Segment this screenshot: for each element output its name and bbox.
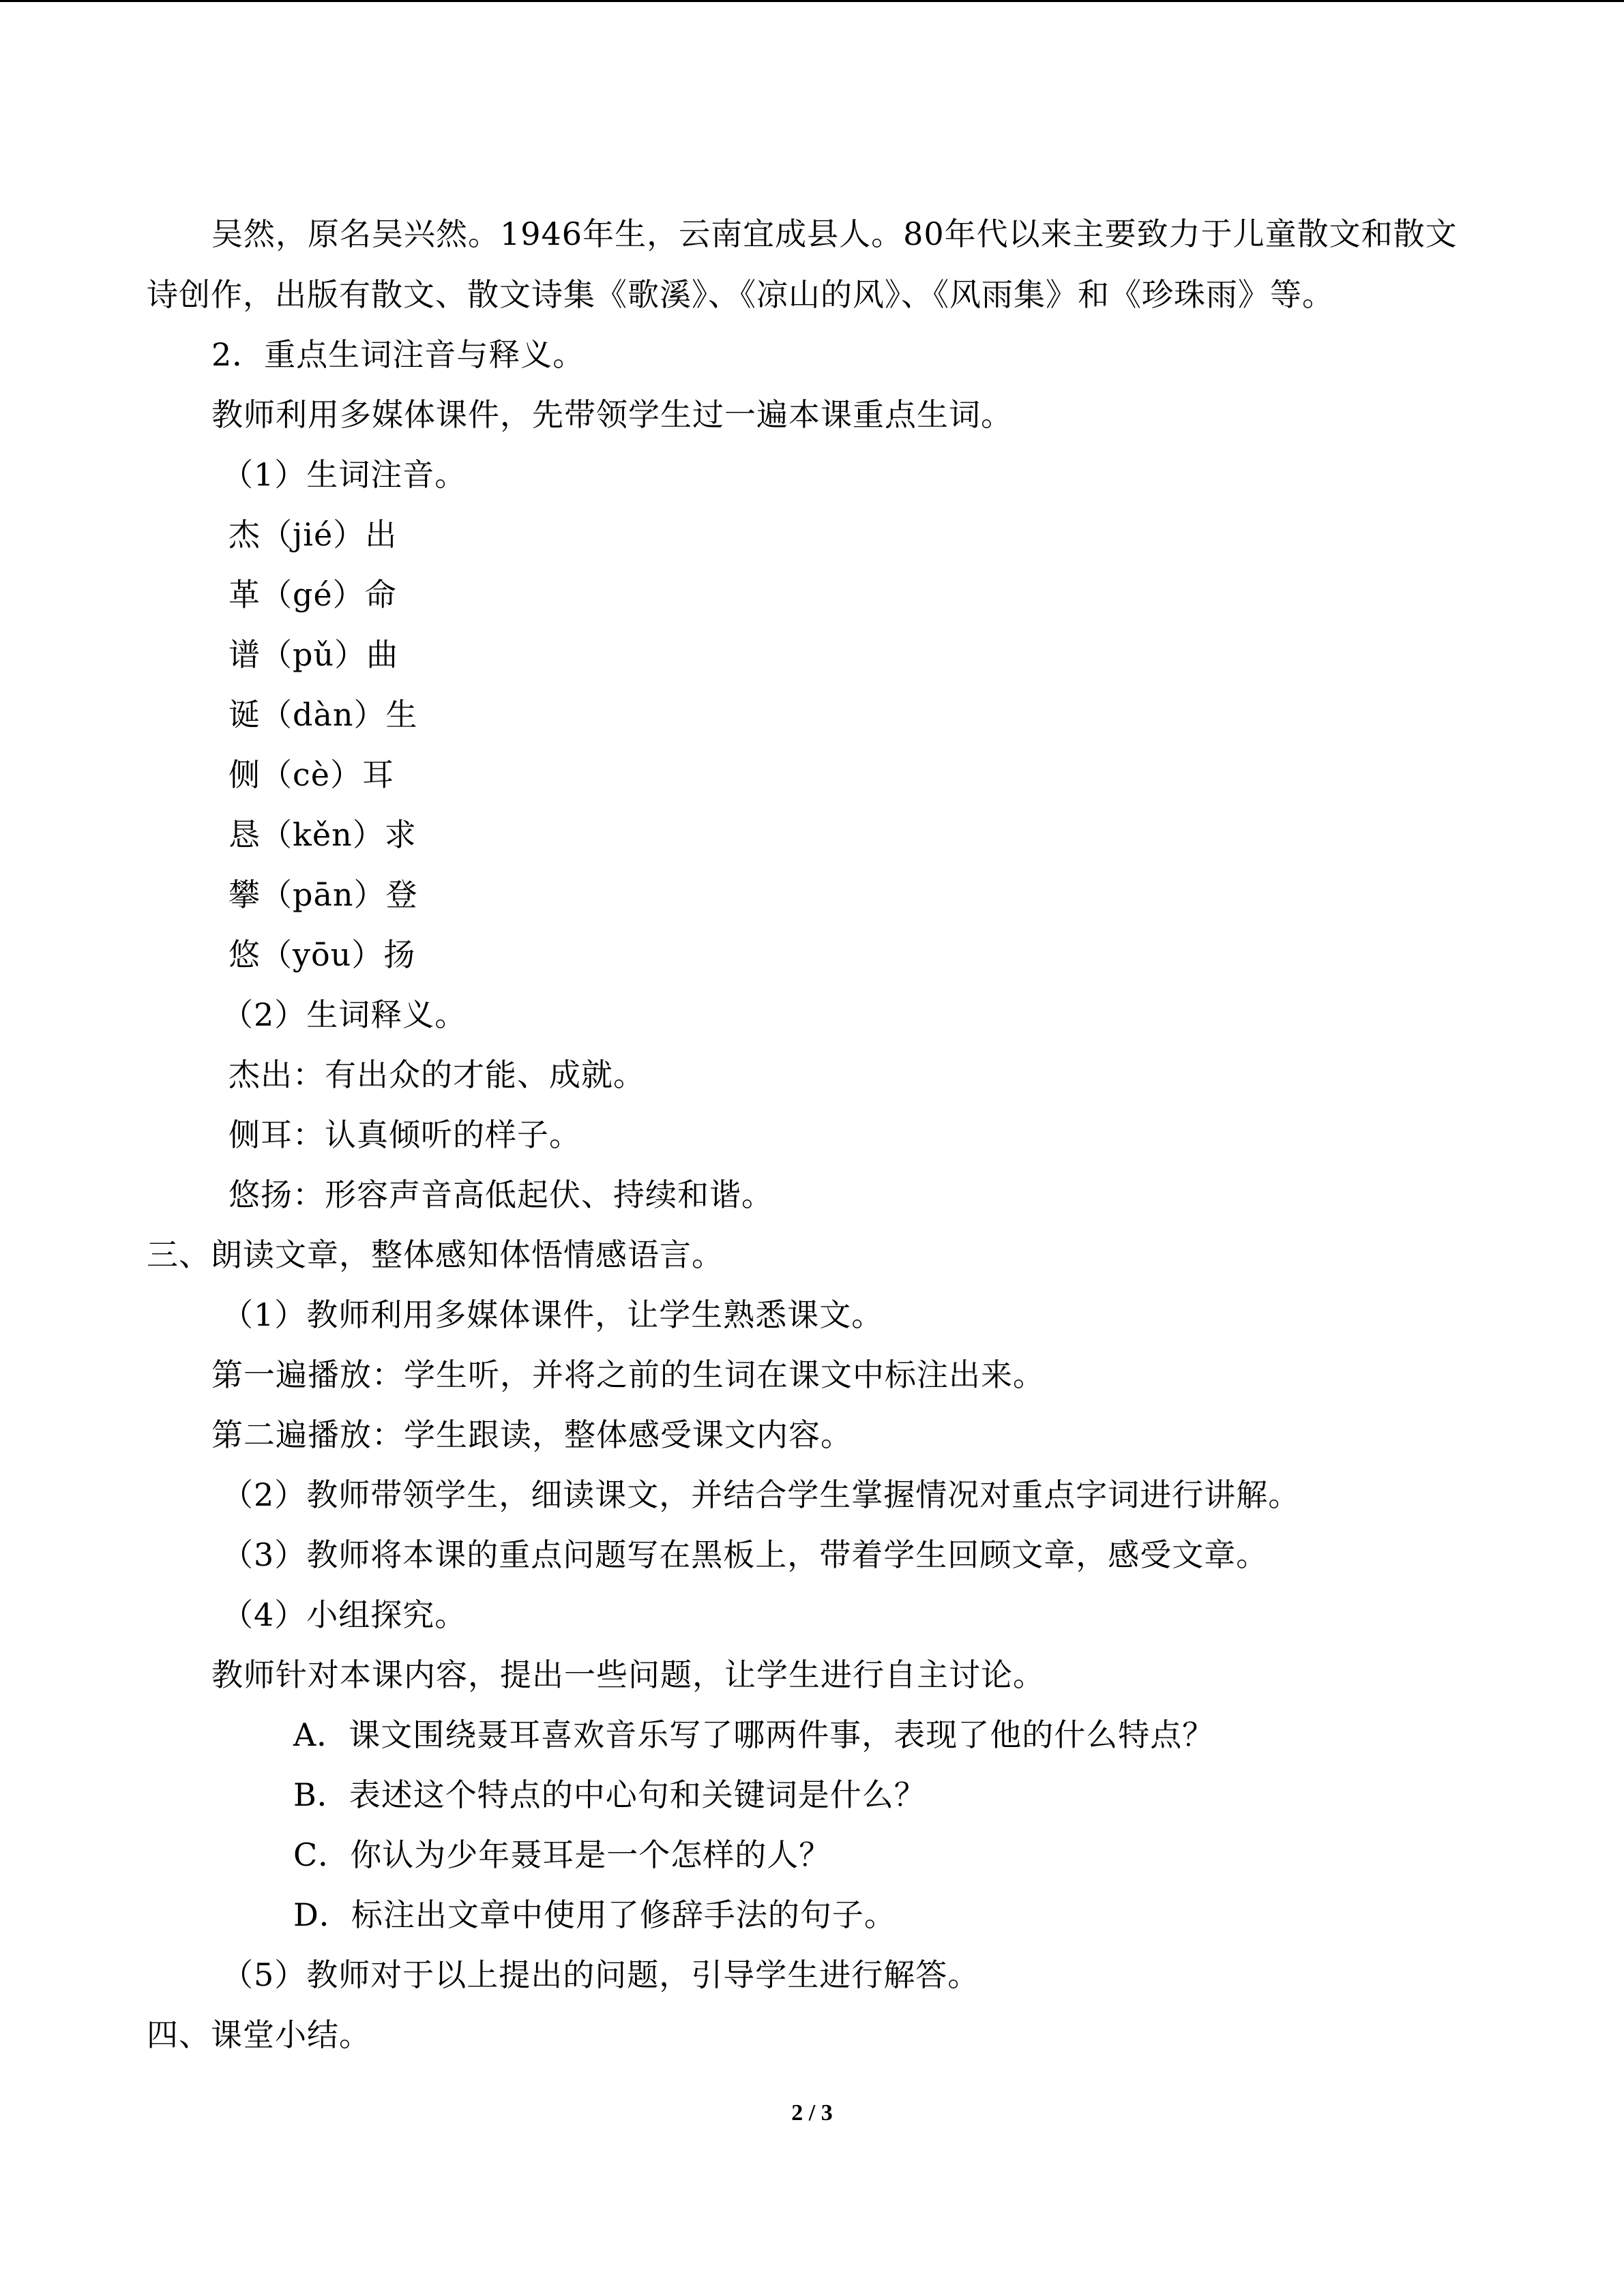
top-border-line (0, 0, 1624, 2)
paragraph-line: 诗创作，出版有散文、散文诗集《歌溪》、《凉山的风》、《风雨集》和《珍珠雨》等。 (147, 276, 1334, 313)
vocab-definition-item: 杰出：有出众的才能、成就。 (228, 1056, 645, 1093)
page-number: 2 / 3 (791, 2100, 833, 2126)
vocab-definition-item: 侧耳：认真倾听的样子。 (228, 1116, 581, 1153)
question-item: B．表述这个特点的中心句和关键词是什么？ (293, 1776, 926, 1813)
section-heading: 四、课堂小结。 (147, 2016, 371, 2053)
paragraph-line: （1）教师利用多媒体课件，让学生熟悉课文。 (222, 1296, 884, 1333)
vocab-pinyin-item: 革（gé）命 (228, 576, 397, 613)
paragraph-line: 第一遍播放：学生听，并将之前的生词在课文中标注出来。 (211, 1356, 1045, 1393)
section-heading: 三、朗读文章，整体感知体悟情感语言。 (147, 1236, 724, 1273)
vocab-pinyin-item: 诞（dàn）生 (228, 696, 418, 733)
paragraph-line: 教师针对本课内容，提出一些问题，让学生进行自主讨论。 (211, 1656, 1045, 1693)
vocab-definition-item: 悠扬：形容声音高低起伏、持续和谐。 (228, 1176, 773, 1213)
subsection-heading: （2）生词释义。 (222, 996, 467, 1033)
vocab-pinyin-item: 侧（cè）耳 (228, 756, 394, 793)
question-item: C．你认为少年聂耳是一个怎样的人？ (293, 1836, 831, 1873)
paragraph-line: （3）教师将本课的重点问题写在黑板上，带着学生回顾文章，感受文章。 (222, 1536, 1269, 1573)
vocab-pinyin-item: 攀（pān）登 (228, 876, 418, 913)
paragraph-line: （2）教师带领学生，细读课文，并结合学生掌握情况对重点字词进行讲解。 (222, 1476, 1301, 1513)
paragraph-line: 教师利用多媒体课件，先带领学生过一遍本课重点生词。 (211, 396, 1013, 433)
vocab-pinyin-item: 悠（yōu）扬 (228, 936, 416, 973)
question-item: A．课文围绕聂耳喜欢音乐写了哪两件事，表现了他的什么特点？ (293, 1716, 1215, 1753)
vocab-pinyin-item: 恳（kěn）求 (228, 816, 417, 853)
subsection-heading: （1）生词注音。 (222, 456, 467, 493)
paragraph-line: （5）教师对于以上提出的问题，引导学生进行解答。 (222, 1956, 980, 1993)
vocab-pinyin-item: 谱（pǔ）曲 (228, 636, 399, 673)
subsection-heading: （4）小组探究。 (222, 1596, 467, 1633)
section-heading: 2．重点生词注音与释义。 (211, 336, 585, 373)
question-item: D．标注出文章中使用了修辞手法的句子。 (293, 1896, 896, 1933)
paragraph-line: 吴然，原名吴兴然。1946年生，云南宜成县人。80年代以来主要致力于儿童散文和散文 (211, 215, 1458, 252)
vocab-pinyin-item: 杰（jié）出 (228, 516, 398, 553)
paragraph-line: 第二遍播放：学生跟读，整体感受课文内容。 (211, 1416, 853, 1453)
